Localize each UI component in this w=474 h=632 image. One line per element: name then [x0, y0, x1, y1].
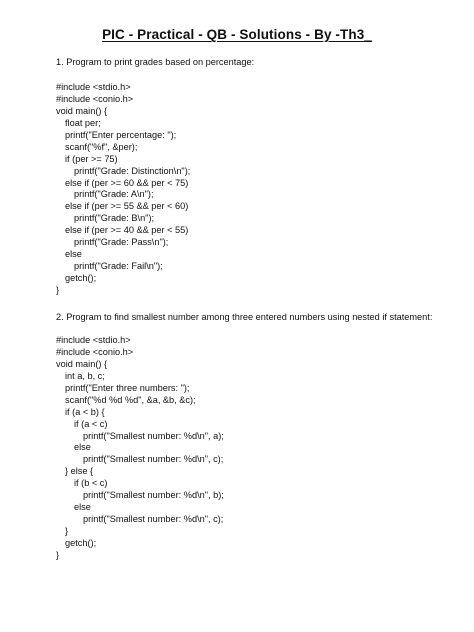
question-2-heading: 2. Program to find smallest number among three entered numbers using nested if statement:: [56, 312, 433, 322]
code-line: else: [65, 249, 82, 260]
code-line: scanf("%f", &per);: [65, 141, 138, 152]
code-line: #include <stdio.h>: [56, 335, 131, 345]
code-line: #include <conio.h>: [56, 93, 134, 104]
code-line: else: [74, 502, 91, 513]
code-line: if (a < b) {: [65, 406, 105, 417]
code-line: #include <stdio.h>: [56, 82, 131, 92]
code-line: printf("Grade: Fail\n");: [74, 261, 163, 272]
code-line: void main() {: [56, 105, 108, 116]
question-1-code: [56, 82, 190, 297]
code-line: printf("Smallest number: %d\n", b);: [83, 490, 224, 501]
code-line: printf("Grade: Pass\n");: [74, 237, 169, 248]
code-line: printf("Grade: Distinction\n");: [74, 165, 191, 176]
code-line: float per;: [65, 117, 101, 128]
code-line: printf("Smallest number: %d\n", a);: [83, 430, 224, 441]
question-1-heading: 1. Program to print grades based on percentage:: [56, 57, 255, 67]
code-line: getch();: [65, 537, 97, 548]
code-line: getch();: [65, 273, 97, 283]
code-line: else if (per >= 40 && per < 55): [65, 225, 189, 236]
page-title: PIC - Practical - QB - Solutions - By -Th3_: [102, 27, 372, 42]
question-2-code: [56, 335, 224, 562]
code-line: printf("Enter percentage: ");: [65, 129, 177, 140]
code-line: void main() {: [56, 358, 108, 369]
code-line: else if (per >= 60 && per < 75): [65, 177, 189, 188]
code-line: else if (per >= 55 && per < 60): [65, 201, 189, 212]
code-line: if (a < c): [74, 418, 108, 429]
code-line: if (b < c): [74, 478, 108, 489]
code-line: } else {: [65, 466, 94, 477]
code-line: scanf("%d %d %d", &a, &b, &c);: [65, 394, 196, 405]
code-line: int a, b, c;: [65, 370, 105, 381]
code-line: else: [74, 442, 91, 453]
code-line: }: [56, 284, 60, 295]
code-line: printf("Grade: B\n");: [74, 213, 155, 224]
code-line: #include <conio.h>: [56, 346, 134, 357]
code-line: if (per >= 75): [65, 153, 118, 164]
code-line: printf("Grade: A\n");: [74, 189, 154, 200]
code-line: }: [65, 526, 69, 536]
code-line: printf("Enter three numbers: ");: [65, 382, 190, 393]
code-line: }: [56, 549, 60, 560]
code-line: printf("Smallest number: %d\n", c);: [83, 514, 224, 525]
code-line: printf("Smallest number: %d\n", c);: [83, 454, 224, 465]
